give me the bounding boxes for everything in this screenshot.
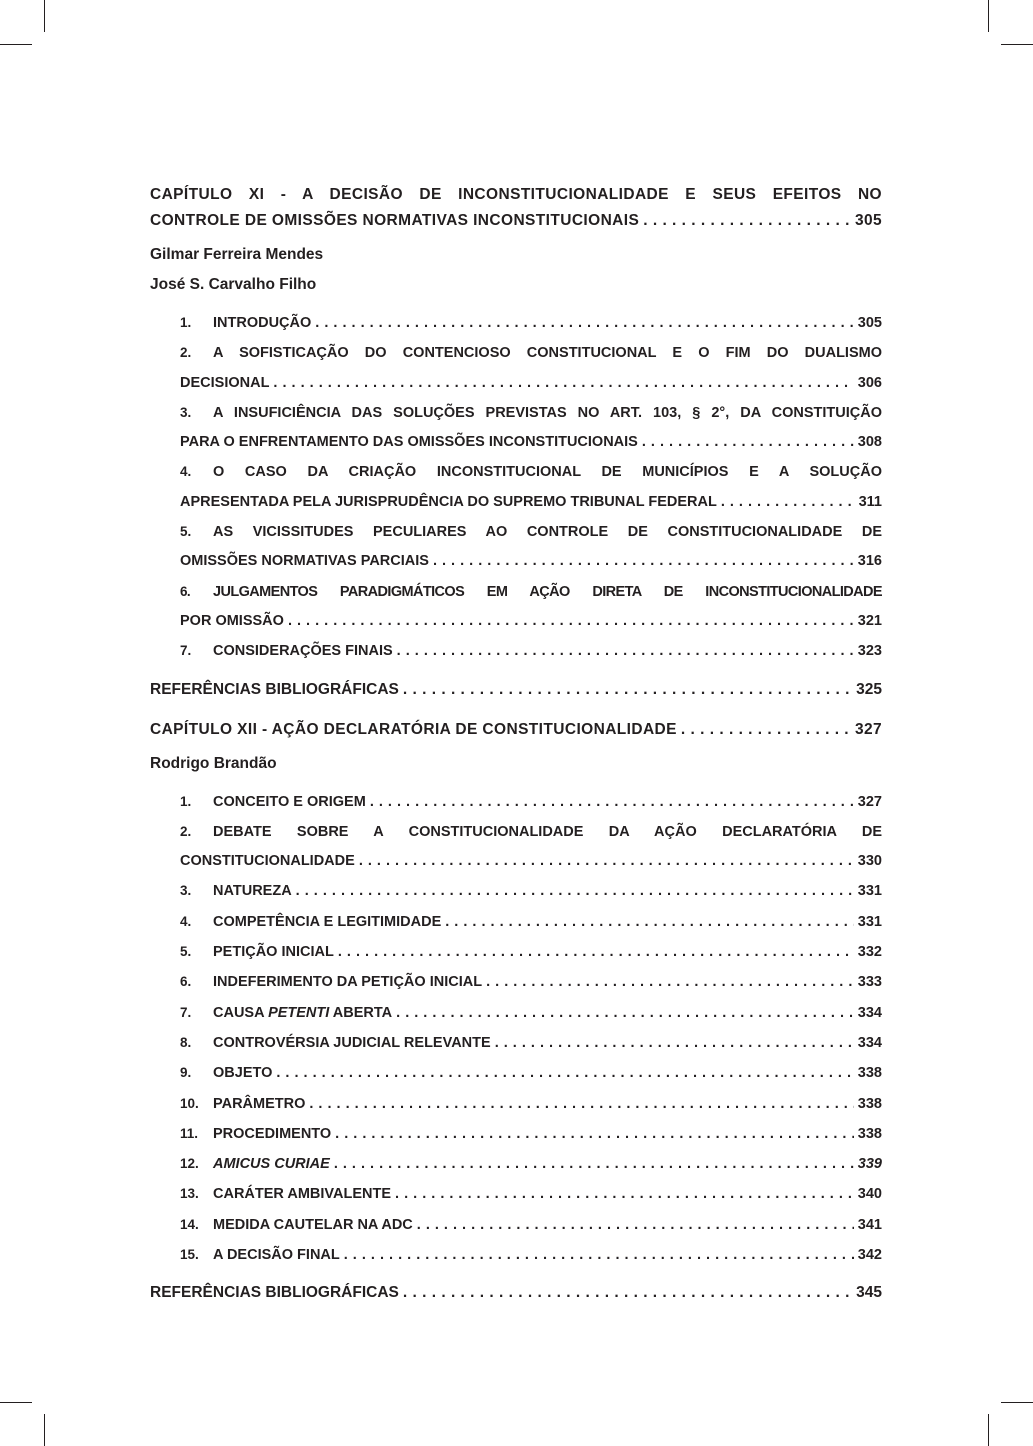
page-number: 332 [857,944,882,961]
crop-mark [988,0,989,32]
item-title: A INSUFICIÊNCIA DAS SOLUÇÕES PREVISTAS NO ART. 103, § 2°, DA CONSTITUIÇÃO [213,404,882,421]
item-title: DEBATE SOBRE A CONSTITUCIONALIDADE DA AÇÃO DECLARATÓRIA DE [213,823,882,840]
section-list [150,787,882,1271]
item-number: 9. [180,1065,192,1081]
toc-item[interactable] [180,787,882,817]
item-title: AS VICISSITUDES PECULIARES AO CONTROLE DE CONSTITUCIONALIDADE DE [213,524,882,541]
item-title: CONCEITO E ORIGEM [213,793,366,810]
item-title: PARA O ENFRENTAMENTO DAS OMISSÕES INCONSTITUCIONAIS [180,434,638,451]
item-number: 7. [180,1004,192,1020]
dot-leader [486,968,854,997]
dot-leader [433,547,854,576]
page-number: 316 [857,553,882,570]
toc-item[interactable] [180,1240,882,1270]
dot-leader [396,999,854,1028]
toc-item[interactable] [180,937,882,967]
toc-item[interactable] [180,457,882,517]
item-title: DECISIONAL [180,374,270,391]
toc-item[interactable] [180,998,882,1028]
references-entry[interactable] [150,1280,882,1306]
toc-item[interactable] [180,817,882,877]
page-number: 341 [857,1216,882,1233]
crop-mark [1001,44,1033,45]
item-number: 12. [180,1156,199,1172]
item-title-italic: PETENTI [268,1004,330,1021]
page-number: 330 [857,853,882,870]
page-number: 327 [854,720,882,738]
toc-item[interactable] [180,577,882,637]
item-title: INDEFERIMENTO DA PETIÇÃO INICIAL [213,974,483,991]
page-number: 327 [857,793,882,810]
dot-leader [403,1280,852,1306]
chapter-11-heading[interactable] [150,182,882,234]
dot-leader [273,369,853,398]
item-number: 3. [180,883,192,899]
dot-leader [370,788,854,817]
crop-mark [0,1402,32,1403]
page-number: 338 [857,1125,882,1142]
item-title: A SOFISTICAÇÃO DO CONTENCIOSO CONSTITUCIONAL E O FIM DO DUALISMO [213,345,882,362]
chapter-12-heading[interactable] [150,717,882,743]
item-title: NATUREZA [213,883,292,900]
item-number: 14. [180,1216,199,1232]
item-number: 5. [180,944,192,960]
item-title: O CASO DA CRIAÇÃO INCONSTITUCIONAL DE MUNICÍPIOS E A SOLUÇÃO [213,464,882,481]
item-title [213,999,392,1028]
crop-mark [44,0,45,32]
item-number: 3. [180,404,192,420]
item-title: A DECISÃO FINAL [213,1247,340,1264]
dot-leader [296,877,854,906]
item-number: 2. [180,345,192,361]
item-title: OBJETO [213,1065,273,1082]
chapter-title: CAPÍTULO XI - A DECISÃO DE INCONSTITUCIONALIDADE E SEUS EFEITOS NO [150,186,882,203]
toc-item[interactable] [180,1058,882,1088]
item-title: COMPETÊNCIA E LEGITIMIDADE [213,913,442,930]
page-number: 339 [857,1156,882,1173]
toc-item[interactable] [180,907,882,937]
references-title: REFERÊNCIAS BIBLIOGRÁFICAS [150,1284,399,1302]
item-title: PARÂMETRO [213,1095,306,1112]
crop-mark [1001,1402,1033,1403]
toc-item[interactable] [180,1028,882,1058]
item-title: INTRODUÇÃO [213,315,312,331]
page-number: 338 [857,1065,882,1082]
dot-leader [334,1150,854,1179]
toc-item[interactable] [180,308,882,338]
table-of-contents [150,182,882,1306]
crop-mark [44,1414,45,1446]
page-number: 334 [857,1004,882,1021]
dot-leader [643,208,851,234]
item-number: 7. [180,643,192,659]
page-number: 325 [856,680,882,698]
dot-leader [344,1241,854,1270]
chapter-authors [150,240,882,300]
dot-leader [315,309,854,338]
page-number: 340 [857,1186,882,1203]
references-title: REFERÊNCIAS BIBLIOGRÁFICAS [150,680,399,698]
dot-leader [359,847,854,876]
page-number: 305 [857,315,882,331]
chapter-authors [150,749,882,779]
item-number: 6. [180,974,192,990]
author-name: Rodrigo Brandão [150,754,277,772]
page-number: 333 [857,974,882,991]
toc-item[interactable] [180,876,882,906]
item-number: 11. [180,1125,199,1141]
item-title: MEDIDA CAUTELAR NA ADC [213,1216,413,1233]
page-number: 338 [857,1095,882,1112]
item-title: CONTROVÉRSIA JUDICIAL RELEVANTE [213,1034,491,1051]
toc-item[interactable] [180,967,882,997]
item-title: PETIÇÃO INICIAL [213,944,334,961]
page-number: 345 [856,1284,882,1302]
page-number: 311 [858,493,882,510]
author-name: Gilmar Ferreira Mendes [150,246,324,263]
toc-item[interactable] [180,1210,882,1240]
item-number: 10. [180,1095,199,1111]
item-title: AMICUS CURIAE [213,1156,330,1173]
dot-leader [288,607,854,636]
page-number: 308 [857,434,882,451]
chapter-title: CAPÍTULO XII - AÇÃO DECLARATÓRIA DE CONSTITUCIONALIDADE [150,720,677,738]
dot-leader [403,677,852,703]
item-title: CARÁTER AMBIVALENTE [213,1186,392,1203]
chapter-title: CONTROLE DE OMISSÕES NORMATIVAS INCONSTITUCIONAIS [150,212,640,229]
page-number: 323 [857,643,882,660]
item-number: 4. [180,464,192,480]
page-number: 331 [857,883,882,900]
item-title-part: CAUSA [213,1004,269,1021]
page-number: 305 [854,212,882,229]
toc-item[interactable] [180,1179,882,1209]
item-title: CONSIDERAÇÕES FINAIS [213,643,393,660]
dot-leader [395,1180,854,1209]
toc-item[interactable] [180,1089,882,1119]
item-title: APRESENTADA PELA JURISPRUDÊNCIA DO SUPREMO TRIBUNAL FEDERAL [180,493,717,510]
page-number: 334 [857,1034,882,1051]
item-title: JULGAMENTOS PARADIGMÁTICOS EM AÇÃO DIRETA DE INCONSTITUCIONALIDADE [213,583,882,600]
page-number: 321 [857,612,882,629]
dot-leader [417,1211,854,1240]
dot-leader [495,1029,854,1058]
item-title-part: ABERTA [329,1004,393,1021]
page-number: 306 [857,374,882,391]
author-name: José S. Carvalho Filho [150,276,317,293]
item-number: 6. [180,583,191,599]
item-number: 1. [180,315,192,330]
dot-leader [338,938,854,967]
item-title: CONSTITUCIONALIDADE [180,853,355,870]
item-title: PROCEDIMENTO [213,1125,332,1142]
section-list [150,308,882,667]
dot-leader [397,637,854,666]
dot-leader [721,488,855,517]
toc-item[interactable] [180,398,882,458]
dot-leader [276,1059,853,1088]
references-entry[interactable] [150,677,882,703]
item-title: OMISSÕES NORMATIVAS PARCIAIS [180,553,429,570]
item-number: 1. [180,793,192,809]
toc-item[interactable] [180,338,882,398]
dot-leader [642,428,854,457]
toc-item[interactable] [180,636,882,666]
dot-leader [335,1120,854,1149]
toc-item[interactable] [180,517,882,577]
item-number: 15. [180,1247,199,1263]
page-number: 331 [857,913,882,930]
dot-leader [309,1090,853,1119]
item-number: 8. [180,1034,192,1050]
item-title: POR OMISSÃO [180,612,284,629]
item-number: 2. [180,823,192,839]
item-number: 5. [180,524,192,540]
dot-leader [445,908,854,937]
crop-mark [988,1414,989,1446]
toc-item[interactable] [180,1119,882,1149]
dot-leader [681,717,851,743]
crop-mark [0,44,32,45]
item-number: 4. [180,913,192,929]
page-number: 342 [857,1247,882,1264]
toc-item[interactable] [180,1149,882,1179]
item-number: 13. [180,1186,199,1202]
